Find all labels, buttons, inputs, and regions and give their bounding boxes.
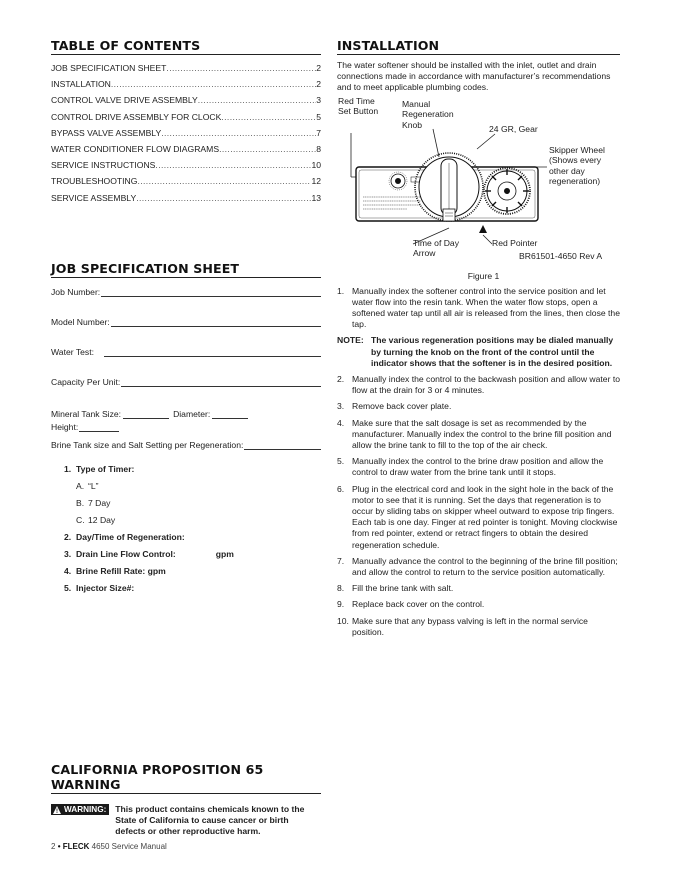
figure-caption: Figure 1 [467, 270, 500, 281]
timer-item-3: 3. Drain Line Flow Control: gpm [64, 548, 234, 559]
toc-dot-leader [155, 160, 311, 170]
step-text: The various regeneration positions may be dialed manually by turning the knob on the front of the control until the indicator shows that the softener is in the desired position. [371, 335, 614, 368]
model-number-field[interactable] [51, 315, 321, 327]
step-text: Manually index the softener control into the service position and let water flow into the resin tank. When the water flow stops, open a softened water tap until all air is released from the lines, then close the tap. [352, 285, 620, 330]
label-red-time-set: Red Time Set Button [338, 95, 379, 117]
job-number-label: Job Number: [51, 286, 101, 297]
height-line[interactable] [79, 423, 119, 432]
mineral-tank-line[interactable] [123, 410, 169, 419]
mineral-tank-field[interactable] [51, 407, 321, 419]
step-text: Fill the brine tank with salt. [352, 583, 454, 594]
installation-step [337, 599, 620, 610]
toc-dot-leader [198, 95, 316, 105]
toc-entry-page: 5 [316, 111, 321, 122]
installation-title: INSTALLATION [337, 38, 620, 55]
height-field[interactable] [51, 420, 321, 432]
toc-dot-leader [221, 112, 316, 122]
diameter-label: Diameter: [173, 408, 211, 419]
toc-entry-title: TROUBLESHOOTING [51, 176, 138, 187]
step-number: 6. [337, 483, 345, 494]
capacity-line[interactable] [121, 378, 321, 387]
installation-intro: The water softener should be installed with the inlet, outlet and drain connections made in accordance with manufacturer’s recommendations and to meet applicable plumbing codes. [337, 60, 611, 93]
warning-triangle-icon: ! [53, 806, 61, 814]
toc-entry-page: 2 [316, 79, 321, 90]
page-number: 2 [51, 842, 56, 851]
toc-dot-leader [136, 193, 311, 203]
brine-tank-field[interactable] [51, 438, 321, 450]
toc-entry[interactable] [51, 144, 321, 160]
step-text: Remove back cover plate. [352, 401, 452, 412]
right-column [337, 38, 620, 643]
toc-entry-page: 3 [316, 95, 321, 106]
step-number: 5. [337, 456, 345, 467]
step-text: Replace back cover on the control. [352, 599, 485, 610]
model-number-line[interactable] [111, 318, 321, 327]
toc-entry[interactable] [51, 79, 321, 95]
toc-entry[interactable] [51, 95, 321, 111]
toc-entry-page: 2 [316, 63, 321, 73]
label-part-number: BR61501-4650 Rev A [519, 250, 603, 261]
toc-dot-leader [219, 144, 316, 154]
toc-entry-title: JOB SPECIFICATION SHEET [51, 63, 167, 73]
toc-entry[interactable] [51, 128, 321, 144]
installation-step [337, 456, 620, 478]
job-spec-section [51, 261, 321, 600]
step-number: 10. [337, 615, 349, 626]
mineral-tank-label: Mineral Tank Size: [51, 408, 122, 419]
step-number: 7. [337, 555, 345, 566]
installation-step [337, 616, 620, 638]
installation-note [337, 335, 620, 369]
brine-tank-label: Brine Tank size and Salt Setting per Regeneration: [51, 439, 244, 450]
step-text: Plug in the electrical cord and look in the sight hole in the back of the motor to see that it is running. Set the days that regeneration is to occur by sliding tabs on skipper wheel outward to expose trip fingers. Each tab is one day. Finger at red pointer is tonight. Moving clockwise from red pointer, extend or retract fingers to obtain the desired regeneration schedule. [352, 483, 618, 550]
toc-entry[interactable] [51, 176, 321, 192]
toc-entry-page: 7 [316, 127, 321, 138]
page-footer [51, 842, 167, 851]
step-number: NOTE: [337, 335, 364, 346]
step-number: 1. [337, 285, 345, 296]
control-valve-diagram [337, 95, 620, 265]
toc-entry-title: SERVICE INSTRUCTIONS [51, 160, 156, 171]
toc-list [51, 63, 321, 209]
step-text: Make sure that any bypass valving is left in the normal service position. [352, 615, 588, 637]
installation-step [337, 374, 620, 396]
toc-entry-title: INSTALLATION [51, 79, 111, 90]
toc-entry-title: CONTROL VALVE DRIVE ASSEMBLY [51, 95, 198, 106]
model-number-label: Model Number: [51, 316, 110, 327]
toc-entry[interactable] [51, 193, 321, 209]
job-number-line[interactable] [101, 288, 321, 297]
label-time-of-day: Time of Day Arrow [413, 237, 460, 259]
step-number: 8. [337, 583, 345, 594]
installation-step [337, 583, 620, 594]
timer-list [51, 464, 321, 600]
job-number-field[interactable] [51, 285, 321, 297]
step-text: Manually index the control to the backwash position and allow water to flow at the drain for 3 or 4 minutes. [352, 374, 620, 396]
installation-step [337, 286, 620, 331]
timer-item-1: 1. Type of Timer: [64, 463, 135, 474]
figure-1 [337, 95, 620, 265]
step-number: 3. [337, 401, 345, 412]
footer-bullet: • [57, 842, 61, 851]
height-label: Height: [51, 421, 79, 432]
step-number: 4. [337, 417, 345, 428]
timer-item-4: 4. Brine Refill Rate: gpm [64, 565, 166, 576]
toc-dot-leader [137, 176, 311, 186]
capacity-field[interactable] [51, 375, 321, 387]
warning-badge: ! WARNING: [51, 804, 109, 815]
step-text: Make sure that the salt dosage is set as recommended by the manufacturer. Manually index the control to the brine fill position and allow the brine tank to fill to the top of the air check. [352, 417, 612, 451]
warning-text: This product contains chemicals known to the State of California to cause cancer or birth defects or other reproductive harm. [115, 804, 305, 836]
toc-entry[interactable] [51, 112, 321, 128]
toc-entry-page: 10 [311, 160, 321, 171]
toc-entry-page: 8 [316, 143, 321, 154]
water-test-field[interactable] [51, 345, 321, 357]
step-number: 2. [337, 374, 345, 385]
toc-entry[interactable] [51, 160, 321, 176]
water-test-line[interactable] [104, 348, 321, 357]
label-manual-regen: Manual Regeneration Knob [402, 98, 454, 130]
toc-entry[interactable] [51, 63, 321, 79]
water-test-label: Water Test: [51, 346, 94, 357]
installation-step [337, 418, 620, 452]
footer-manual: 4650 Service Manual [91, 842, 167, 851]
installation-step [337, 484, 620, 551]
installation-step [337, 401, 620, 412]
toc-dot-leader [161, 128, 316, 138]
label-skipper-wheel: Skipper Wheel (Shows every other day regeneration) [549, 144, 605, 187]
step-text: Manually advance the control to the beginning of the brine fill position; and allow the control to return to the service position automatically. [352, 555, 618, 578]
step-text: Manually index the control to the brine draw position and allow the control to draw water from the brine tank until it stops. [352, 456, 604, 478]
toc-entry-title: BYPASS VALVE ASSEMBLY [51, 127, 162, 138]
installation-steps [337, 286, 620, 638]
prop65-warning [51, 804, 321, 837]
toc-entry-title: SERVICE ASSEMBLY [51, 192, 137, 203]
capacity-label: Capacity Per Unit: [51, 376, 121, 387]
toc-entry-page: 13 [311, 192, 321, 203]
toc-title: TABLE OF CONTENTS [51, 38, 321, 55]
left-column [51, 38, 321, 600]
installation-step [337, 556, 620, 578]
timer-sub-c: C. 12 Day [76, 514, 116, 525]
toc-dot-leader [166, 63, 316, 73]
step-number: 9. [337, 599, 345, 610]
toc-entry-title: CONTROL DRIVE ASSEMBLY FOR CLOCK [51, 111, 222, 122]
timer-sub-b: B. 7 Day [76, 497, 111, 508]
timer-item-5: 5. Injector Size#: [64, 582, 135, 593]
toc-entry-title: WATER CONDITIONER FLOW DIAGRAMS [51, 143, 220, 154]
timer-sub-a: A. “L” [76, 480, 99, 491]
label-red-pointer: Red Pointer [492, 237, 538, 248]
prop65-section [51, 762, 321, 837]
brine-tank-line[interactable] [244, 441, 321, 450]
toc-entry-page: 12 [311, 176, 321, 187]
footer-brand: FLECK [62, 842, 90, 851]
label-gear: 24 GR, Gear [489, 123, 538, 134]
job-spec-title: JOB SPECIFICATION SHEET [51, 261, 321, 278]
diameter-line[interactable] [212, 410, 248, 419]
timer-item-2: 2. Day/Time of Regeneration: [64, 531, 185, 542]
prop65-title: CALIFORNIA PROPOSITION 65 WARNING [51, 762, 321, 794]
toc-dot-leader [111, 79, 316, 89]
